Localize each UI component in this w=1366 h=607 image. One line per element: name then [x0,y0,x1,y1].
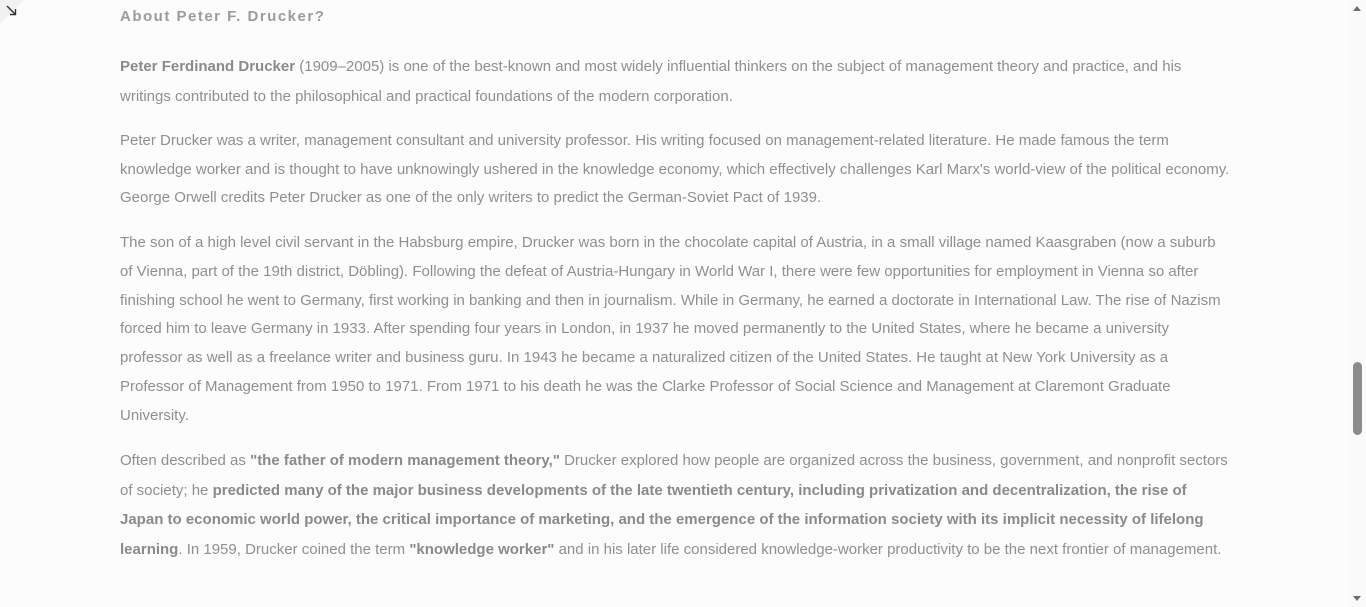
intro-text: (1909–2005) is one of the best-known and most widely influential thinkers on the subject of management theory and practice, and his writings contributed to the philosophical and practical foundations of the modern corporation. [120,58,1182,105]
legacy-text-4: and in his later life considered knowledge-worker productivity to be the next frontier of management. [554,541,1222,559]
legacy-bold-3: "knowledge worker" [409,541,555,559]
legacy-bold-1: "the father of modern management theory," [250,452,560,469]
paragraph-intro [120,52,1232,112]
legacy-bold-2: predicted many of the major business developments of the late twentieth century, including privatization and decentralization, the rise of Japan to economic world power, the critical importance of marketing, and the emergence of the information society with its implicit necessity of lifelong learning [120,481,1204,559]
legacy-text-2: Drucker explored how people are organized across the business, government, and nonprofit sectors of society; he [120,452,1228,499]
vertical-scrollbar[interactable] [1349,0,1366,607]
article-heading: About Peter F. Drucker? [120,8,326,25]
paragraph-legacy [120,446,1232,565]
paragraph-biography: The son of a high level civil servant in the Habsburg empire, Drucker was born in the chocolate capital of Austria, in a small village named Kaasgraben (now a suburb of Vienna, part of the 19th district, Döbling). Following the defeat of Austria-Hungary in World War I, there were few opportunities for employment in Vienna so after finishing school he went to Germany, first working in banking and then in journalism. While in Germany, he earned a doctorate in International Law. The rise of Nazism forced him to leave Germany in 1933. After spending four years in London, in 1937 he moved permanently to the United States, where he became a university professor as well as a freelance writer and business guru. In 1943 he became a naturalized citizen of the United States. He taught at New York University as a Professor of Management from 1950 to 1971. From 1971 to his death he was the Clarke Professor of Social Science and Management at Claremont Graduate University. [120,234,1221,424]
scroll-down-arrow-icon[interactable] [1353,596,1361,601]
drucker-name: Peter Ferdinand Drucker [120,58,296,75]
paragraph-career: Peter Drucker was a writer, management consultant and university professor. His writing focused on management-related literature. He made famous the term knowledge worker and is thought to have unknowingly ushered in the knowledge economy, which effectively challenges Karl Marx's world-view of the political economy. George Orwell credits Peter Drucker as one of the only writers to predict the German-Soviet Pact of 1939. [120,132,1230,206]
legacy-text-3: . In 1959, Drucker coined the term [178,541,410,559]
scroll-thumb[interactable] [1353,362,1362,435]
scroll-up-arrow-icon[interactable] [1353,6,1361,11]
legacy-text-1: Often described as [120,452,251,469]
resize-arrow-icon[interactable] [6,5,18,17]
